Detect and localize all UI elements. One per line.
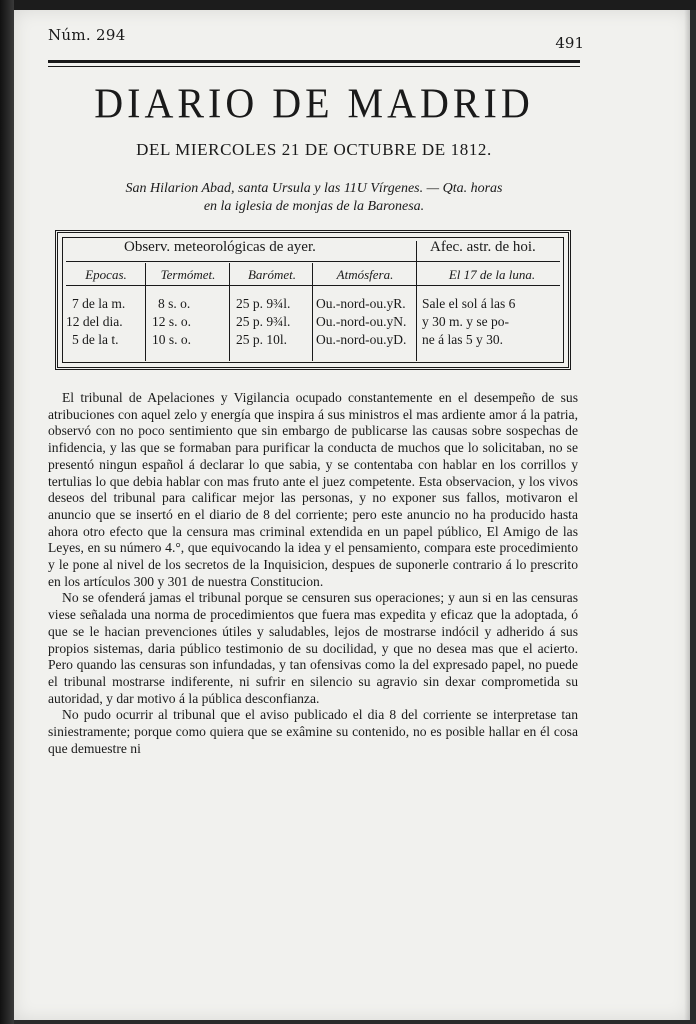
scan-top-edge bbox=[0, 0, 696, 10]
newspaper-title: DIARIO DE MADRID bbox=[94, 79, 534, 128]
weather-row-2-barometro: 25 p. 9¾l. bbox=[236, 314, 291, 329]
article-body bbox=[48, 390, 578, 757]
weather-col-sep-1 bbox=[145, 263, 146, 361]
weather-row-1-termometro: 8 s. o. bbox=[158, 296, 191, 311]
weather-heading-astro: Afec. astr. de hoi. bbox=[430, 239, 536, 255]
issue-number: Núm. 294 bbox=[48, 26, 126, 44]
weather-row-3-epoca: 5 de la t. bbox=[72, 332, 119, 347]
page-number: 491 bbox=[555, 34, 584, 52]
weather-row-3-termometro: 10 s. o. bbox=[152, 332, 192, 347]
weather-col-atmosfera: Atmósfera. bbox=[336, 267, 394, 282]
weather-row-1-barometro: 25 p. 9¾l. bbox=[236, 296, 291, 311]
astro-line-3: ne á las 5 y 30. bbox=[422, 332, 503, 347]
weather-col-epocas: Epocas. bbox=[85, 267, 127, 282]
masthead-rule-top-thin bbox=[48, 66, 580, 67]
weather-col-barometro: Barómet. bbox=[247, 267, 297, 282]
saints-line-2: en la iglesia de monjas de la Baronesa. bbox=[203, 199, 425, 214]
weather-col-luna: El 17 de la luna. bbox=[448, 267, 536, 282]
page-edge-shade bbox=[684, 10, 690, 1020]
weather-heading-observations: Observ. meteorológicas de ayer. bbox=[124, 239, 316, 255]
weather-row-2-atmosfera: Ou.-nord-ou.yN. bbox=[316, 314, 407, 329]
issue-dateline: DEL MIERCOLES 21 DE OCTUBRE DE 1812. bbox=[136, 140, 492, 159]
weather-row-2-epoca: 12 del dia. bbox=[66, 314, 123, 329]
weather-row-1-atmosfera: Ou.-nord-ou.yR. bbox=[316, 296, 406, 311]
article-paragraph-3: No pudo ocurrir al tribunal que el aviso publicado el dia 8 del corriente se interpretase tan siniestramente; porque como quiera que se exâmine su contenido, no es posible hallar en él cosa que demuestre ni bbox=[48, 707, 578, 756]
article-paragraph-1: El tribunal de Apelaciones y Vigilancia ocupado constantemente en el desempeño de sus atribuciones con aquel zelo y energía que inspira á sus ministros el mas ardiente amor á la patria, observó con no poco sentimiento que sin embargo de publicarse las causas sobre sospechas de infidencia, y las que se formaban para purificar la conducta de muchos que lo solicitaban, no se presentó ningun español á declarar lo que sabia, y se contentaba con hablar en los corrillos y tertulias lo que debia hablar con mas fruto ante el juez competente. Esta observacion, y los vivos deseos del tribunal para calificar mejor las personas, y no exponer sus fallos, motivaron el anuncio que se insertó en el diario de 8 del corriente; pero este anuncio no ha producido hasta ahora otro efecto que la censura mas criminal extendida en un papel público, El Amigo de las Leyes, en su número 4.°, que equivocando la idea y el pensamiento, compara este procedimiento y le pone al nivel de los secretos de la Inquisicion, despues de suponerle contrario á lo prescrito en los artículos 300 y 301 de nuestra Constitucion. bbox=[48, 390, 578, 589]
astro-line-2: y 30 m. y se po- bbox=[422, 314, 509, 329]
astro-line-1: Sale el sol á las 6 bbox=[422, 296, 516, 311]
weather-astro-separator bbox=[416, 241, 417, 361]
weather-table bbox=[55, 230, 571, 370]
scan-binding-shadow bbox=[0, 0, 14, 1024]
weather-col-sep-3 bbox=[312, 263, 313, 361]
masthead-rule-top-thick bbox=[48, 60, 580, 63]
weather-header-divider bbox=[66, 261, 560, 262]
weather-column-divider bbox=[66, 285, 560, 286]
weather-row-3-atmosfera: Ou.-nord-ou.yD. bbox=[316, 332, 407, 347]
weather-col-termometro: Termómet. bbox=[160, 267, 216, 282]
saints-of-day bbox=[48, 180, 580, 216]
article-paragraph-2: No se ofenderá jamas el tribunal porque se censuren sus operaciones; y aun si en las censuras viese señalada una norma de procedimientos que fuera mas expedita y eficaz que la adoptada, ó que se le hacian prevenciones útiles y saludables, lejos de mostrarse indócil y adherido á sus propios sistemas, daria público testimonio de su docilidad, y que no desea mas que el acierto. Pero quando las censuras son infundadas, y tan ofensivas como la del expresado papel, no puede el tribunal mostrarse indiferente, ni sufrir en silencio su agravio sin dexar comprometida su autoridad, y dar motivo á la pública desconfianza. bbox=[48, 590, 578, 706]
saints-line-1: San Hilarion Abad, santa Ursula y las 11U Vírgenes. — Qta. horas bbox=[125, 181, 503, 196]
weather-row-2-termometro: 12 s. o. bbox=[152, 314, 192, 329]
weather-col-sep-2 bbox=[229, 263, 230, 361]
weather-row-3-barometro: 25 p. 10l. bbox=[236, 332, 288, 347]
weather-row-1-epoca: 7 de la m. bbox=[72, 296, 126, 311]
